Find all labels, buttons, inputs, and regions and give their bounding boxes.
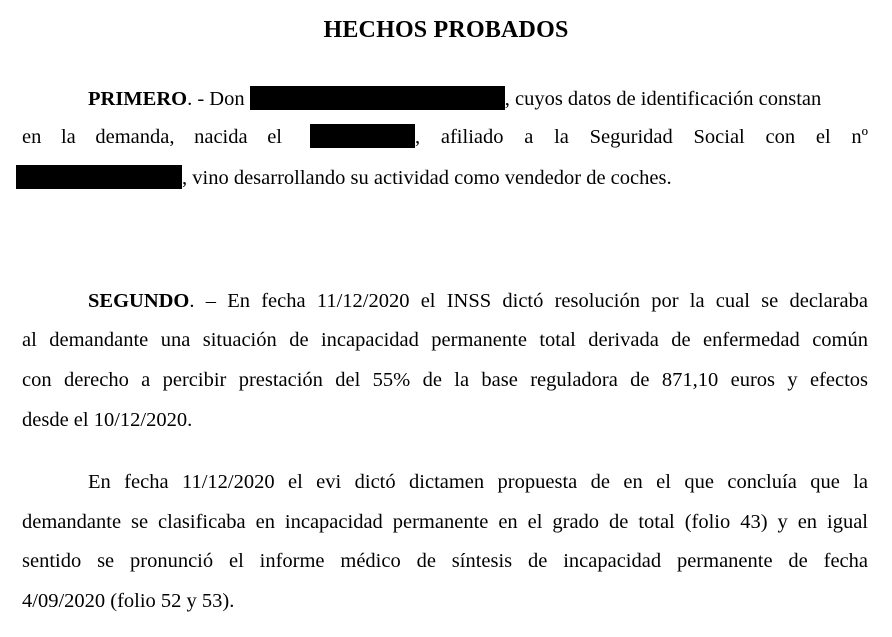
segundo-line-1 [88, 287, 868, 315]
primero-text-2a: en la demanda, nacida el [22, 126, 282, 148]
primero-text-2b: , afiliado a la Seguridad Social con el nº [415, 126, 868, 148]
document-title: HECHOS PROBADOS [323, 17, 569, 43]
tercero-line-4: 4/09/2020 (folio 52 y 53). [22, 590, 235, 612]
tercero-line-3: sentido se pronunció el informe médico de síntesis de incapacidad permanente de fecha [22, 550, 868, 572]
redacted-name-block [250, 86, 505, 110]
segundo-line-4: desde el 10/12/2020. [22, 409, 193, 431]
redacted-birthdate-block [310, 124, 415, 148]
segundo-line-2: al demandante una situación de incapacidad permanente total derivada de enfermedad común [22, 329, 868, 351]
segundo-heading: SEGUNDO [88, 290, 190, 312]
primero-text-3b: , vino desarrollando su actividad como vendedor de coches. [182, 167, 672, 189]
redacted-ss-number-block [16, 165, 182, 189]
primero-text-1a: . - Don [187, 88, 245, 110]
tercero-line-2: demandante se clasificaba en incapacidad permanente en el grado de total (folio 43) y en igual [22, 511, 868, 533]
segundo-line-3: con derecho a percibir prestación del 55% de la base reguladora de 871,10 euros y efectos [22, 369, 868, 391]
primero-text-1b: , cuyos datos de identificación constan [504, 88, 822, 110]
primero-heading: PRIMERO [88, 88, 188, 110]
primero-line-3 [16, 164, 862, 192]
tercero-line-1: En fecha 11/12/2020 el evi dictó dictamen propuesta de en el que concluía que la [88, 471, 868, 493]
primero-line-1 [88, 85, 868, 113]
primero-line-2 [22, 123, 868, 151]
segundo-text-1: . – En fecha 11/12/2020 el INSS dictó resolución por la cual se declaraba [189, 290, 868, 312]
